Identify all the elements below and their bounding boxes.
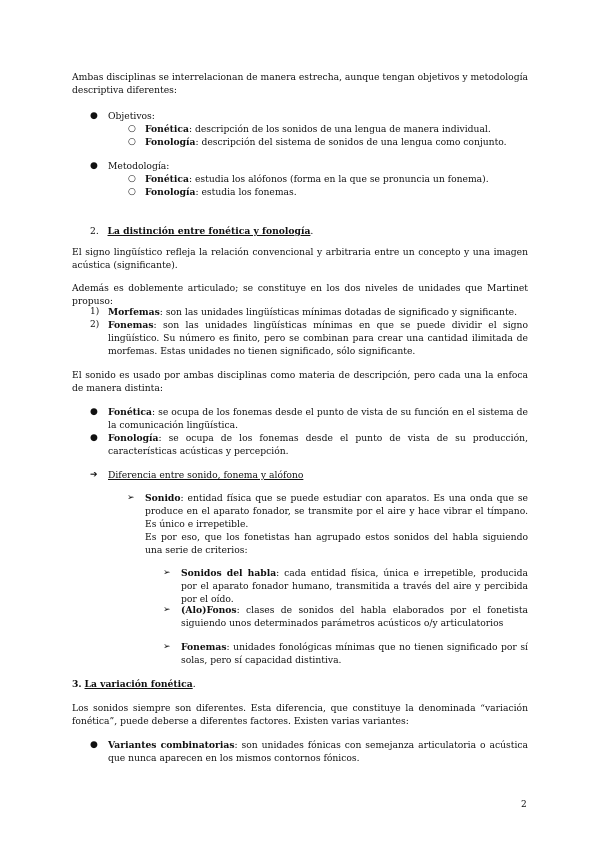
doble-articulacion-paragraph: Además es doblemente articulado; se constituye en los dos niveles de unidades que Martinet propuso:: [72, 283, 528, 307]
list-number: 2): [90, 320, 100, 330]
bullet-circle-icon: ○: [128, 187, 136, 197]
definition: : estudia los alófonos (forma en la que se pronuncia un fonema).: [188, 174, 489, 185]
list-item: [145, 123, 525, 136]
list-item: [108, 306, 528, 319]
section-suffix: .: [310, 226, 314, 237]
intro-paragraph: Ambas disciplinas se interrelacionan de manera estrecha, aunque tengan objetivos y metodología descriptiva diferentes:: [72, 72, 528, 96]
section-title: La distinción entre fonética y fonología: [107, 226, 311, 237]
list-item: [145, 173, 525, 186]
list-number: 1): [90, 307, 100, 317]
list-item: [181, 641, 528, 667]
diferencia-heading-text: Diferencia entre sonido, fonema y alófono: [108, 470, 304, 481]
list-item: [108, 406, 528, 432]
bullet-circle-icon: ○: [128, 174, 136, 184]
term: Fonemas: [181, 642, 227, 653]
signo-paragraph: El signo lingüístico refleja la relación convencional y arbitraria entre un concepto y una imagen acústica (significante).: [72, 247, 528, 271]
definition: : descripción de los sonidos de una lengua de manera individual.: [188, 124, 491, 135]
term: Fonología: [145, 187, 196, 198]
list-item: [145, 136, 525, 149]
definition: : se ocupa de los fonemas desde el punto de vista de su producción, características acústicas y percepción.: [108, 433, 528, 457]
definition: : son las unidades lingüísticas mínimas en que se puede dividir el signo lingüístico. Su número es finito, pero se combinan para crear una cantidad ilimitada de morfemas. Estas unidades no tienen significado, sólo significante.: [108, 320, 528, 357]
term: Sonidos del habla: [181, 568, 277, 579]
term: Fonética: [108, 407, 152, 418]
bullet-dot-icon: ●: [90, 161, 98, 171]
list-item: [108, 739, 528, 765]
diferencia-heading: [108, 469, 303, 482]
arrowhead-bullet-icon: ➢: [163, 605, 171, 615]
list-item: [145, 186, 525, 199]
section-number: 3.: [72, 679, 82, 690]
term: Morfemas: [108, 307, 160, 318]
term: Fonética: [145, 174, 189, 185]
definition: : descripción del sistema de sonidos de una lengua como conjunto.: [195, 137, 507, 148]
term: Fonemas: [108, 320, 154, 331]
term: Fonética: [145, 124, 189, 135]
definition: : son las unidades lingüísticas mínimas dotadas de significado y significante.: [159, 307, 518, 318]
page-number: 2: [521, 800, 527, 810]
bullet-dot-icon: ●: [90, 433, 98, 443]
section-3-heading: [72, 678, 196, 691]
bullet-dot-icon: ●: [90, 111, 98, 121]
term: Variantes combinatorias: [108, 740, 235, 751]
term: Fonología: [108, 433, 159, 444]
bullet-dot-icon: ●: [90, 740, 98, 750]
arrow-right-icon: ➔: [90, 470, 98, 480]
list-item: [108, 319, 528, 358]
section-2-heading: [90, 225, 313, 238]
definition: : cada entidad física, única e irrepetible, producida por el aparato fonador humano, transmitida a través del aire y percibida por el oído.: [181, 568, 528, 605]
arrowhead-bullet-icon: ➢: [163, 568, 171, 578]
metodologia-label: Metodología:: [108, 161, 170, 172]
section-number: 2.: [90, 226, 99, 237]
definition: : estudia los fonemas.: [195, 187, 297, 198]
list-item: [181, 567, 528, 606]
variacion-paragraph: Los sonidos siempre son diferentes. Esta diferencia, que constituye la denominada “variación fonética”, puede deberse a diferentes factores. Existen varias variantes:: [72, 703, 528, 727]
bullet-dot-icon: ●: [90, 407, 98, 417]
section-suffix: .: [192, 679, 196, 690]
arrowhead-bullet-icon: ➢: [163, 642, 171, 652]
list-item: [108, 432, 528, 458]
objetivos-label: Objetivos:: [108, 111, 155, 122]
bullet-circle-icon: ○: [128, 137, 136, 147]
bullet-circle-icon: ○: [128, 124, 136, 134]
definition: : clases de sonidos del habla elaborados por el fonetista siguiendo unos determinados parámetros acústicos o/y articulatorios: [181, 605, 528, 629]
section-title: La variación fonética: [84, 679, 193, 690]
term: Fonología: [145, 137, 196, 148]
definition: : unidades fonológicas mínimas que no tienen significado por sí solas, pero sí capacidad distintiva.: [181, 642, 528, 666]
definition: : entidad física que se puede estudiar con aparatos. Es una onda que se produce en el aparato fonador, se transmite por el aire y hace vibrar el tímpano. Es único e irrepetible.: [145, 493, 528, 530]
term: (Alo)Fonos: [181, 605, 237, 616]
term: Sonido: [145, 493, 181, 504]
definition: : se ocupa de los fonemas desde el punto de vista de su función en el sistema de la comunicación lingüística.: [108, 407, 528, 431]
fonetistas-paragraph: Es por eso, que los fonetistas han agrupado estos sonidos del habla siguiendo una serie de criterios:: [145, 532, 528, 556]
definition: : son unidades fónicas con semejanza articulatoria o acústica que nunca aparecen en los mismos contornos fónicos.: [108, 740, 529, 764]
list-item: [145, 492, 528, 531]
sonido-paragraph: El sonido es usado por ambas disciplinas como materia de descripción, pero cada una la enfoca de manera distinta:: [72, 370, 528, 394]
list-item: [181, 604, 528, 630]
arrowhead-bullet-icon: ➢: [127, 493, 135, 503]
